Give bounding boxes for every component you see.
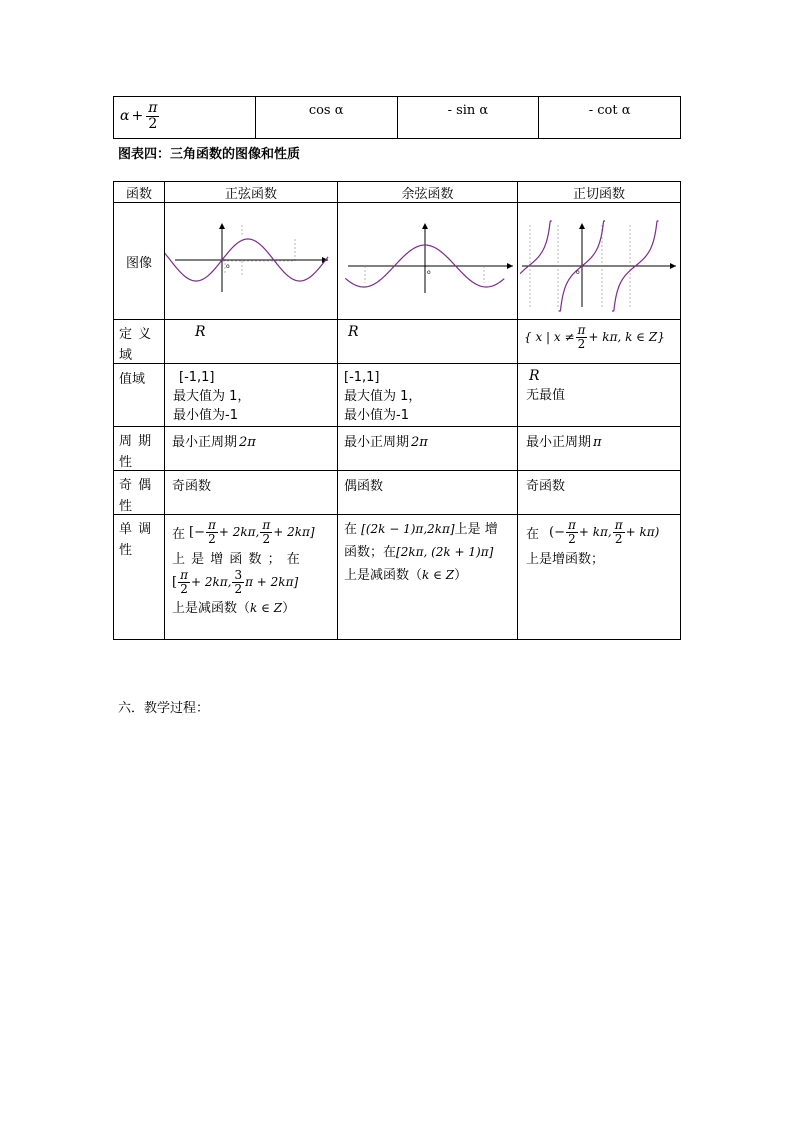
- cos-range-min: 最小值为-1: [344, 408, 409, 423]
- sin-period: 最小正周期 2π: [165, 427, 338, 471]
- period-row: [114, 427, 681, 471]
- sin-range-interval: [-1,1]: [179, 370, 215, 385]
- header-row: [114, 182, 681, 203]
- trig-properties-table: [113, 181, 681, 640]
- header-sin: 正弦函数: [165, 182, 338, 203]
- monotonic-row: [114, 515, 681, 640]
- tan-graph: [518, 203, 680, 315]
- cos-graph-cell: [338, 203, 518, 320]
- label-monotonic: 单 调 性: [114, 515, 165, 640]
- header-func: 函数: [114, 182, 165, 203]
- tan-monotonic: 在 (− $\frac{\pi}{2}$ + kπ, $\frac{\pi}{2}$ + kπ) 上是增函数；: [518, 515, 681, 640]
- sin-range-max: 最大值为 1，: [173, 389, 251, 404]
- sin-origin-label: o: [226, 263, 230, 270]
- tan-parity: 奇函数: [518, 471, 681, 515]
- top-cell-neg-cot: - cot α: [539, 97, 681, 139]
- sin-graph: [165, 203, 337, 315]
- cos-period: 最小正周期 2π: [338, 427, 518, 471]
- top-table: [113, 96, 681, 139]
- tan-range-value: R: [529, 368, 540, 384]
- label-domain: 定 义 域: [114, 320, 165, 364]
- cos-range-max: 最大值为 1，: [344, 389, 422, 404]
- header-cos: 余弦函数: [338, 182, 518, 203]
- cos-domain: R: [338, 320, 518, 364]
- tan-origin-label: o: [576, 269, 580, 276]
- section-title: 图表四：三角函数的图像和性质: [118, 147, 301, 162]
- cos-monotonic: 在 [(2k − 1)π,2kπ]上是 增 函数；在[2kπ, (2k + 1)π] 上是减函数（k ∈ Z）: [338, 515, 518, 640]
- label-period: 周 期 性: [114, 427, 165, 471]
- top-cell-alpha: α + $\frac{\pi}{2}$: [114, 97, 256, 139]
- sin-monotonic: 在 [− $\frac{\pi}{2}$ + 2kπ, $\frac{\pi}{2}$ + 2kπ] 上 是 增 函 数 ； 在 [ $\frac{\pi}{2}$ + 2kπ, $\frac{3}{2}$ π + 2kπ] 上是减函数（k ∈ Z）: [165, 515, 338, 640]
- footer-heading: 六．教学过程：: [118, 701, 210, 716]
- tan-range: [518, 364, 681, 427]
- sin-parity: 奇函数: [165, 471, 338, 515]
- label-parity: 奇 偶 性: [114, 471, 165, 515]
- range-row: [114, 364, 681, 427]
- tan-range-note: 无最值: [526, 388, 566, 403]
- header-tan: 正切函数: [518, 182, 681, 203]
- sin-range-min: 最小值为-1: [173, 408, 238, 423]
- cos-origin-label: o: [427, 269, 431, 276]
- label-graph: 图像: [114, 203, 165, 320]
- sin-graph-cell: [165, 203, 338, 320]
- cos-range: [338, 364, 518, 427]
- top-cell-neg-sin: - sin α: [397, 97, 539, 139]
- domain-row: [114, 320, 681, 364]
- sin-range: [165, 364, 338, 427]
- top-cell-cos: cos α: [255, 97, 397, 139]
- parity-row: [114, 471, 681, 515]
- sin-domain: R: [165, 320, 338, 364]
- label-range: 值域: [114, 364, 165, 427]
- graph-row: [114, 203, 681, 320]
- tan-period: 最小正周期 π: [518, 427, 681, 471]
- cos-range-interval: [-1,1]: [344, 370, 380, 385]
- cos-parity: 偶函数: [338, 471, 518, 515]
- tan-graph-cell: [518, 203, 681, 320]
- tan-domain: { x | x ≠ $\frac{\pi}{2}$ + kπ, k ∈ Z}: [518, 320, 681, 364]
- cos-graph: [338, 203, 517, 315]
